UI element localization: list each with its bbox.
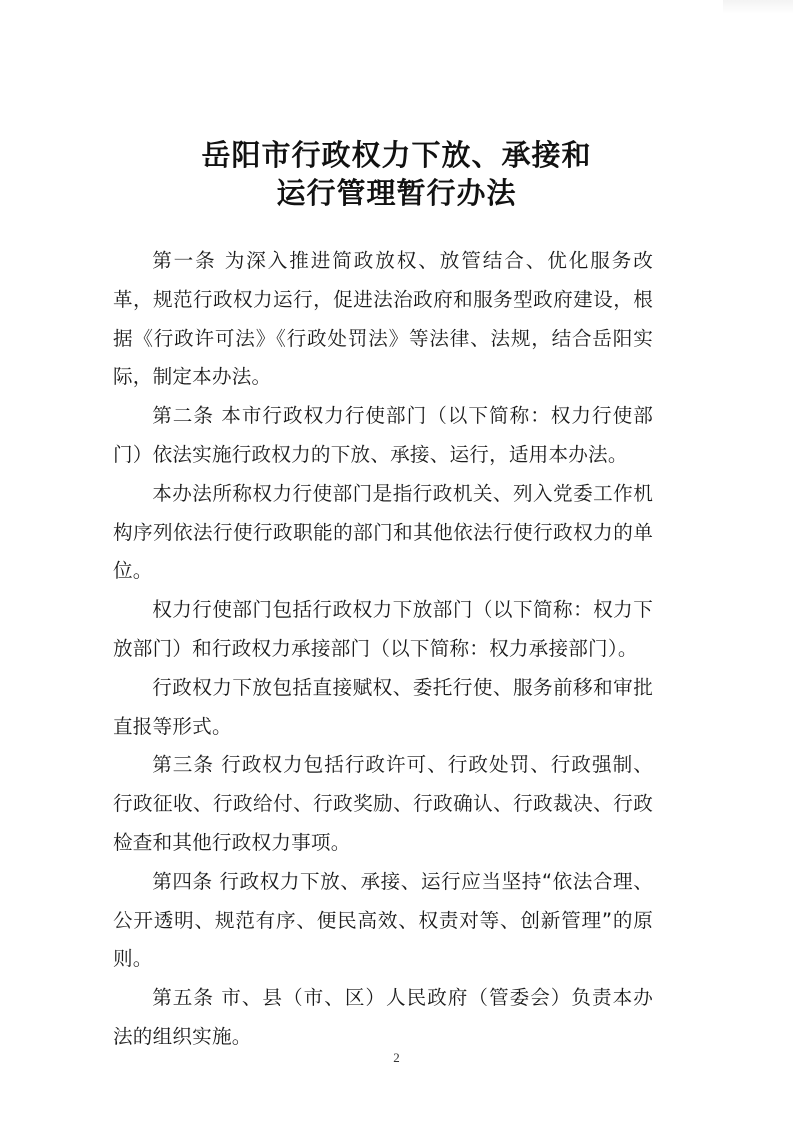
article-3-paragraph: 第三条 行政权力包括行政许可、行政处罚、行政强制、行政征收、行政给付、行政奖励、行政确认、行政裁决、行政检查和其他行政权力事项。 (113, 753, 653, 854)
article-4-paragraph: 第四条 行政权力下放、承接、运行应当坚持“依法合理、公开透明、规范有序、便民高效、权责对等、创新管理”的原则。 (113, 869, 653, 971)
scan-edge-mark (723, 0, 793, 14)
article-1-paragraph: 第一条 为深入推进简政放权、放管结合、优化服务改革，规范行政权力运行，促进法治政府和服务型政府建设，根据《行政许可法》《行政处罚法》等法律、法规，结合岳阳实际，制定本办法。 (113, 249, 653, 389)
article-2-departments-paragraph: 权力行使部门包括行政权力下放部门（以下简称：权力下放部门）和行政权力承接部门（以下简称：权力承接部门）。 (113, 598, 653, 660)
document-title-line-2: 运行管理暂行办法 (276, 176, 517, 210)
document-body (113, 242, 653, 1057)
article-2-forms-paragraph: 行政权力下放包括直接赋权、委托行使、服务前移和审批直报等形式。 (113, 675, 653, 738)
document-title-line-1: 岳阳市行政权力下放、承接和 (201, 138, 592, 172)
article-2-definition-paragraph: 本办法所称权力行使部门是指行政机关、列入党委工作机构序列依法行使行政职能的部门和其他依法行使行政权力的单位。 (113, 481, 653, 583)
page-number: 2 (393, 1050, 400, 1065)
article-5-paragraph: 第五条 市、县（市、区）人民政府（管委会）负责本办法的组织实施。 (113, 986, 653, 1048)
article-2-paragraph: 第二条 本市行政权力行使部门（以下简称：权力行使部门）依法实施行政权力的下放、承接、运行，适用本办法。 (113, 404, 653, 466)
